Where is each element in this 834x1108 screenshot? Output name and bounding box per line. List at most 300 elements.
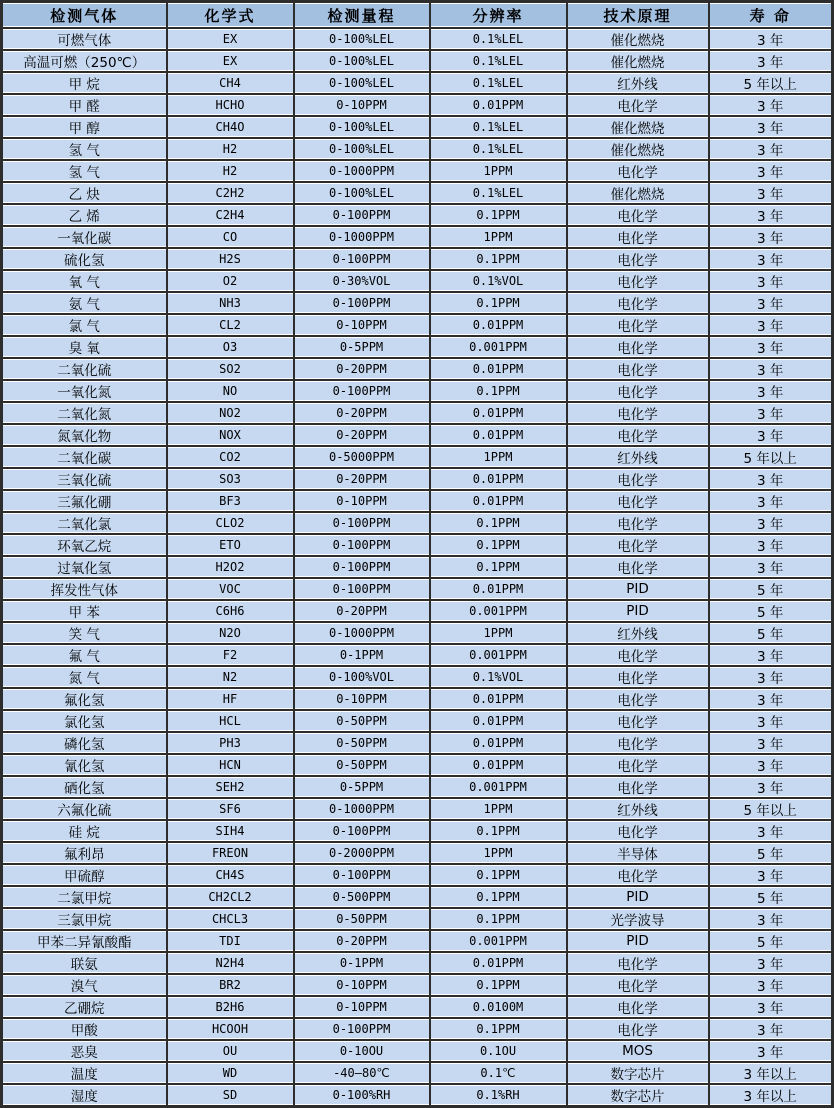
cell-lifespan: 5 年 [709, 930, 833, 952]
cell-formula: F2 [167, 644, 294, 666]
cell-gas: 湿度 [2, 1084, 167, 1107]
cell-formula: BR2 [167, 974, 294, 996]
cell-lifespan: 3 年 [709, 248, 833, 270]
cell-lifespan: 3 年 [709, 490, 833, 512]
cell-resolution: 0.1PPM [430, 886, 567, 908]
cell-principle: MOS [567, 1040, 709, 1062]
cell-lifespan: 3 年以上 [709, 1084, 833, 1107]
column-header-range: 检测量程 [294, 2, 430, 29]
cell-lifespan: 3 年 [709, 776, 833, 798]
table-row [2, 556, 833, 578]
cell-gas: 氨 气 [2, 292, 167, 314]
cell-lifespan: 5 年以上 [709, 72, 833, 94]
cell-lifespan: 5 年 [709, 622, 833, 644]
cell-resolution: 0.01PPM [430, 314, 567, 336]
cell-resolution: 0.1%VOL [430, 666, 567, 688]
cell-range: 0-10PPM [294, 490, 430, 512]
cell-resolution: 0.1PPM [430, 248, 567, 270]
cell-resolution: 0.1PPM [430, 864, 567, 886]
cell-formula: C2H4 [167, 204, 294, 226]
cell-lifespan: 3 年 [709, 512, 833, 534]
cell-formula: CO2 [167, 446, 294, 468]
cell-formula: N2 [167, 666, 294, 688]
column-header-principle: 技术原理 [567, 2, 709, 29]
table-row [2, 886, 833, 908]
cell-range: 0-100%LEL [294, 72, 430, 94]
cell-lifespan: 3 年 [709, 468, 833, 490]
cell-resolution: 0.0100M [430, 996, 567, 1018]
cell-resolution: 0.01PPM [430, 358, 567, 380]
cell-resolution: 0.1%LEL [430, 138, 567, 160]
cell-formula: O3 [167, 336, 294, 358]
cell-formula: SO3 [167, 468, 294, 490]
cell-formula: SD [167, 1084, 294, 1107]
cell-principle: 电化学 [567, 556, 709, 578]
table-row [2, 248, 833, 270]
cell-range: 0-100%VOL [294, 666, 430, 688]
cell-resolution: 0.01PPM [430, 754, 567, 776]
cell-formula: HCL [167, 710, 294, 732]
cell-range: 0-100%LEL [294, 182, 430, 204]
cell-lifespan: 5 年 [709, 600, 833, 622]
cell-resolution: 1PPM [430, 622, 567, 644]
cell-gas: 一氧化氮 [2, 380, 167, 402]
cell-range: 0-10PPM [294, 314, 430, 336]
table-row [2, 1018, 833, 1040]
cell-range: 0-10PPM [294, 974, 430, 996]
cell-gas: 乙 烯 [2, 204, 167, 226]
cell-formula: CH2CL2 [167, 886, 294, 908]
cell-principle: 催化燃烧 [567, 50, 709, 72]
cell-principle: 电化学 [567, 1018, 709, 1040]
cell-range: 0-100%RH [294, 1084, 430, 1107]
cell-lifespan: 3 年 [709, 952, 833, 974]
cell-lifespan: 3 年 [709, 94, 833, 116]
cell-gas: 二氧化氯 [2, 512, 167, 534]
cell-resolution: 0.001PPM [430, 600, 567, 622]
cell-lifespan: 3 年 [709, 358, 833, 380]
cell-gas: 挥发性气体 [2, 578, 167, 600]
cell-principle: PID [567, 578, 709, 600]
cell-principle: 数字芯片 [567, 1062, 709, 1084]
cell-lifespan: 3 年 [709, 534, 833, 556]
cell-resolution: 1PPM [430, 842, 567, 864]
cell-lifespan: 3 年 [709, 270, 833, 292]
cell-principle: 电化学 [567, 710, 709, 732]
cell-gas: 恶臭 [2, 1040, 167, 1062]
cell-resolution: 0.1%LEL [430, 116, 567, 138]
cell-formula: SIH4 [167, 820, 294, 842]
cell-formula: N2H4 [167, 952, 294, 974]
cell-gas: 三氯甲烷 [2, 908, 167, 930]
cell-gas: 氮氧化物 [2, 424, 167, 446]
column-header-formula: 化学式 [167, 2, 294, 29]
cell-range: 0-50PPM [294, 732, 430, 754]
cell-lifespan: 3 年 [709, 50, 833, 72]
cell-principle: 电化学 [567, 160, 709, 182]
table-body [2, 28, 833, 1107]
cell-principle: 电化学 [567, 292, 709, 314]
cell-resolution: 0.1OU [430, 1040, 567, 1062]
cell-gas: 氮 气 [2, 666, 167, 688]
table-row [2, 204, 833, 226]
cell-gas: 可燃气体 [2, 28, 167, 50]
cell-resolution: 0.1PPM [430, 380, 567, 402]
cell-range: 0-2000PPM [294, 842, 430, 864]
header-row [2, 2, 833, 29]
cell-resolution: 0.1PPM [430, 204, 567, 226]
cell-range: 0-100PPM [294, 380, 430, 402]
cell-formula: SF6 [167, 798, 294, 820]
cell-resolution: 0.001PPM [430, 776, 567, 798]
cell-range: 0-50PPM [294, 754, 430, 776]
cell-gas: 笑 气 [2, 622, 167, 644]
cell-lifespan: 5 年以上 [709, 446, 833, 468]
cell-resolution: 0.1%RH [430, 1084, 567, 1107]
cell-gas: 高温可燃（250℃） [2, 50, 167, 72]
cell-range: 0-10OU [294, 1040, 430, 1062]
cell-formula: O2 [167, 270, 294, 292]
cell-lifespan: 3 年 [709, 908, 833, 930]
table-row [2, 424, 833, 446]
cell-formula: CH4S [167, 864, 294, 886]
cell-principle: 电化学 [567, 666, 709, 688]
table-row [2, 270, 833, 292]
cell-lifespan: 3 年 [709, 204, 833, 226]
table-row [2, 292, 833, 314]
cell-formula: CHCL3 [167, 908, 294, 930]
cell-range: 0-5PPM [294, 336, 430, 358]
cell-range: 0-30%VOL [294, 270, 430, 292]
column-header-lifespan: 寿 命 [709, 2, 833, 29]
column-header-resolution: 分辨率 [430, 2, 567, 29]
cell-resolution: 0.01PPM [430, 468, 567, 490]
cell-resolution: 0.1%LEL [430, 28, 567, 50]
cell-range: 0-100PPM [294, 512, 430, 534]
cell-range: 0-100PPM [294, 534, 430, 556]
cell-lifespan: 3 年 [709, 732, 833, 754]
cell-range: 0-1000PPM [294, 622, 430, 644]
cell-range: 0-20PPM [294, 930, 430, 952]
cell-formula: N2O [167, 622, 294, 644]
cell-principle: 红外线 [567, 622, 709, 644]
cell-gas: 甲 醇 [2, 116, 167, 138]
cell-lifespan: 3 年 [709, 226, 833, 248]
table-row [2, 138, 833, 160]
table-row [2, 578, 833, 600]
cell-range: 0-100PPM [294, 578, 430, 600]
cell-gas: 甲苯二异氰酸酯 [2, 930, 167, 952]
cell-gas: 氰化氢 [2, 754, 167, 776]
cell-range: 0-50PPM [294, 710, 430, 732]
cell-gas: 联氨 [2, 952, 167, 974]
cell-gas: 二氧化氮 [2, 402, 167, 424]
cell-resolution: 0.1%LEL [430, 182, 567, 204]
cell-principle: 电化学 [567, 644, 709, 666]
cell-resolution: 0.1%LEL [430, 50, 567, 72]
table-row [2, 226, 833, 248]
cell-formula: H2 [167, 138, 294, 160]
cell-range: 0-500PPM [294, 886, 430, 908]
cell-gas: 二氧化碳 [2, 446, 167, 468]
cell-formula: B2H6 [167, 996, 294, 1018]
cell-lifespan: 3 年 [709, 1018, 833, 1040]
cell-principle: 电化学 [567, 732, 709, 754]
table-row [2, 28, 833, 50]
cell-range: 0-100PPM [294, 1018, 430, 1040]
cell-lifespan: 3 年 [709, 710, 833, 732]
cell-principle: 红外线 [567, 72, 709, 94]
cell-principle: 电化学 [567, 512, 709, 534]
cell-formula: BF3 [167, 490, 294, 512]
cell-resolution: 1PPM [430, 798, 567, 820]
cell-resolution: 1PPM [430, 446, 567, 468]
table-row [2, 94, 833, 116]
cell-principle: 电化学 [567, 688, 709, 710]
cell-resolution: 0.1PPM [430, 820, 567, 842]
cell-gas: 硅 烷 [2, 820, 167, 842]
cell-formula: HCOOH [167, 1018, 294, 1040]
table-row [2, 1062, 833, 1084]
cell-formula: SO2 [167, 358, 294, 380]
cell-formula: H2S [167, 248, 294, 270]
table-row [2, 446, 833, 468]
cell-range: 0-100PPM [294, 864, 430, 886]
table-row [2, 534, 833, 556]
cell-gas: 二氯甲烷 [2, 886, 167, 908]
cell-gas: 氢 气 [2, 138, 167, 160]
table-row [2, 710, 833, 732]
cell-principle: 催化燃烧 [567, 28, 709, 50]
cell-lifespan: 3 年 [709, 864, 833, 886]
cell-principle: 电化学 [567, 226, 709, 248]
table-row [2, 468, 833, 490]
cell-principle: 催化燃烧 [567, 182, 709, 204]
cell-formula: TDI [167, 930, 294, 952]
cell-gas: 甲酸 [2, 1018, 167, 1040]
cell-range: 0-10PPM [294, 94, 430, 116]
cell-range: 0-100PPM [294, 292, 430, 314]
cell-principle: 电化学 [567, 754, 709, 776]
cell-resolution: 0.01PPM [430, 710, 567, 732]
cell-formula: CL2 [167, 314, 294, 336]
table-row [2, 72, 833, 94]
cell-range: 0-20PPM [294, 468, 430, 490]
cell-resolution: 0.01PPM [430, 578, 567, 600]
cell-range: 0-1PPM [294, 644, 430, 666]
cell-resolution: 0.1%LEL [430, 72, 567, 94]
cell-lifespan: 3 年 [709, 424, 833, 446]
cell-resolution: 0.01PPM [430, 402, 567, 424]
cell-principle: 电化学 [567, 380, 709, 402]
table-row [2, 314, 833, 336]
cell-lifespan: 3 年 [709, 402, 833, 424]
cell-principle: 催化燃烧 [567, 116, 709, 138]
cell-formula: CH4O [167, 116, 294, 138]
cell-resolution: 0.01PPM [430, 952, 567, 974]
cell-formula: WD [167, 1062, 294, 1084]
cell-resolution: 0.001PPM [430, 930, 567, 952]
table-row [2, 358, 833, 380]
table-row [2, 622, 833, 644]
cell-gas: 过氧化氢 [2, 556, 167, 578]
cell-principle: 电化学 [567, 270, 709, 292]
cell-lifespan: 3 年 [709, 754, 833, 776]
cell-gas: 氧 气 [2, 270, 167, 292]
cell-formula: NOX [167, 424, 294, 446]
cell-gas: 甲硫醇 [2, 864, 167, 886]
cell-lifespan: 3 年 [709, 292, 833, 314]
table-row [2, 908, 833, 930]
cell-gas: 一氧化碳 [2, 226, 167, 248]
cell-lifespan: 5 年 [709, 842, 833, 864]
cell-gas: 氟化氢 [2, 688, 167, 710]
cell-principle: 电化学 [567, 534, 709, 556]
cell-principle: 催化燃烧 [567, 138, 709, 160]
table-row [2, 996, 833, 1018]
cell-resolution: 0.01PPM [430, 688, 567, 710]
cell-lifespan: 3 年 [709, 160, 833, 182]
cell-gas: 环氧乙烷 [2, 534, 167, 556]
cell-gas: 六氟化硫 [2, 798, 167, 820]
cell-lifespan: 3 年 [709, 116, 833, 138]
cell-principle: 电化学 [567, 490, 709, 512]
cell-resolution: 0.01PPM [430, 94, 567, 116]
cell-range: -40—80℃ [294, 1062, 430, 1084]
cell-principle: 光学波导 [567, 908, 709, 930]
cell-principle: 红外线 [567, 446, 709, 468]
cell-resolution: 0.1%VOL [430, 270, 567, 292]
table-row [2, 754, 833, 776]
table-row [2, 600, 833, 622]
cell-resolution: 0.1PPM [430, 534, 567, 556]
cell-principle: 电化学 [567, 314, 709, 336]
cell-formula: SEH2 [167, 776, 294, 798]
cell-formula: H2O2 [167, 556, 294, 578]
cell-formula: ETO [167, 534, 294, 556]
table-row [2, 160, 833, 182]
cell-gas: 乙硼烷 [2, 996, 167, 1018]
cell-gas: 甲 烷 [2, 72, 167, 94]
cell-resolution: 0.01PPM [430, 490, 567, 512]
cell-range: 0-20PPM [294, 424, 430, 446]
cell-range: 0-20PPM [294, 600, 430, 622]
table-row [2, 336, 833, 358]
cell-range: 0-5PPM [294, 776, 430, 798]
cell-principle: 电化学 [567, 776, 709, 798]
table-row [2, 402, 833, 424]
table-row [2, 1040, 833, 1062]
cell-range: 0-10PPM [294, 996, 430, 1018]
cell-range: 0-100%LEL [294, 28, 430, 50]
cell-range: 0-20PPM [294, 358, 430, 380]
cell-resolution: 0.1PPM [430, 1018, 567, 1040]
cell-principle: 电化学 [567, 996, 709, 1018]
cell-resolution: 0.1PPM [430, 292, 567, 314]
cell-formula: OU [167, 1040, 294, 1062]
table-row [2, 732, 833, 754]
cell-range: 0-100PPM [294, 820, 430, 842]
table-row [2, 380, 833, 402]
cell-resolution: 0.01PPM [430, 424, 567, 446]
cell-gas: 氯化氢 [2, 710, 167, 732]
cell-principle: 数字芯片 [567, 1084, 709, 1107]
cell-principle: 电化学 [567, 248, 709, 270]
cell-range: 0-100PPM [294, 248, 430, 270]
cell-range: 0-100%LEL [294, 138, 430, 160]
cell-lifespan: 3 年 [709, 644, 833, 666]
cell-formula: HF [167, 688, 294, 710]
table-row [2, 952, 833, 974]
cell-formula: FREON [167, 842, 294, 864]
cell-principle: PID [567, 886, 709, 908]
cell-principle: 电化学 [567, 94, 709, 116]
cell-principle: 电化学 [567, 358, 709, 380]
cell-resolution: 0.1PPM [430, 556, 567, 578]
cell-formula: NH3 [167, 292, 294, 314]
cell-principle: 电化学 [567, 864, 709, 886]
cell-gas: 甲 苯 [2, 600, 167, 622]
cell-principle: PID [567, 930, 709, 952]
cell-resolution: 0.001PPM [430, 336, 567, 358]
cell-gas: 三氟化硼 [2, 490, 167, 512]
cell-formula: C2H2 [167, 182, 294, 204]
cell-principle: 电化学 [567, 468, 709, 490]
cell-range: 0-10PPM [294, 688, 430, 710]
cell-gas: 磷化氢 [2, 732, 167, 754]
table-row [2, 864, 833, 886]
cell-lifespan: 3 年 [709, 974, 833, 996]
cell-principle: 电化学 [567, 952, 709, 974]
cell-lifespan: 3 年 [709, 380, 833, 402]
cell-formula: EX [167, 28, 294, 50]
cell-lifespan: 3 年 [709, 28, 833, 50]
table-row [2, 776, 833, 798]
cell-principle: 半导体 [567, 842, 709, 864]
cell-gas: 甲 醛 [2, 94, 167, 116]
cell-range: 0-5000PPM [294, 446, 430, 468]
cell-lifespan: 5 年 [709, 886, 833, 908]
table-row [2, 1084, 833, 1107]
cell-range: 0-50PPM [294, 908, 430, 930]
cell-lifespan: 3 年 [709, 336, 833, 358]
cell-formula: NO [167, 380, 294, 402]
cell-formula: CO [167, 226, 294, 248]
table-row [2, 820, 833, 842]
cell-gas: 氟利昂 [2, 842, 167, 864]
cell-resolution: 1PPM [430, 160, 567, 182]
cell-principle: 电化学 [567, 204, 709, 226]
table-row [2, 666, 833, 688]
table-row [2, 798, 833, 820]
cell-range: 0-100%LEL [294, 116, 430, 138]
cell-gas: 硫化氢 [2, 248, 167, 270]
cell-gas: 温度 [2, 1062, 167, 1084]
cell-lifespan: 3 年 [709, 314, 833, 336]
cell-lifespan: 3 年 [709, 1040, 833, 1062]
cell-lifespan: 3 年 [709, 996, 833, 1018]
cell-gas: 乙 炔 [2, 182, 167, 204]
cell-formula: H2 [167, 160, 294, 182]
cell-lifespan: 3 年 [709, 138, 833, 160]
cell-range: 0-100PPM [294, 204, 430, 226]
cell-gas: 氯 气 [2, 314, 167, 336]
cell-gas: 三氧化硫 [2, 468, 167, 490]
cell-lifespan: 5 年以上 [709, 798, 833, 820]
cell-principle: 电化学 [567, 402, 709, 424]
cell-gas: 二氧化硫 [2, 358, 167, 380]
column-header-gas: 检测气体 [2, 2, 167, 29]
